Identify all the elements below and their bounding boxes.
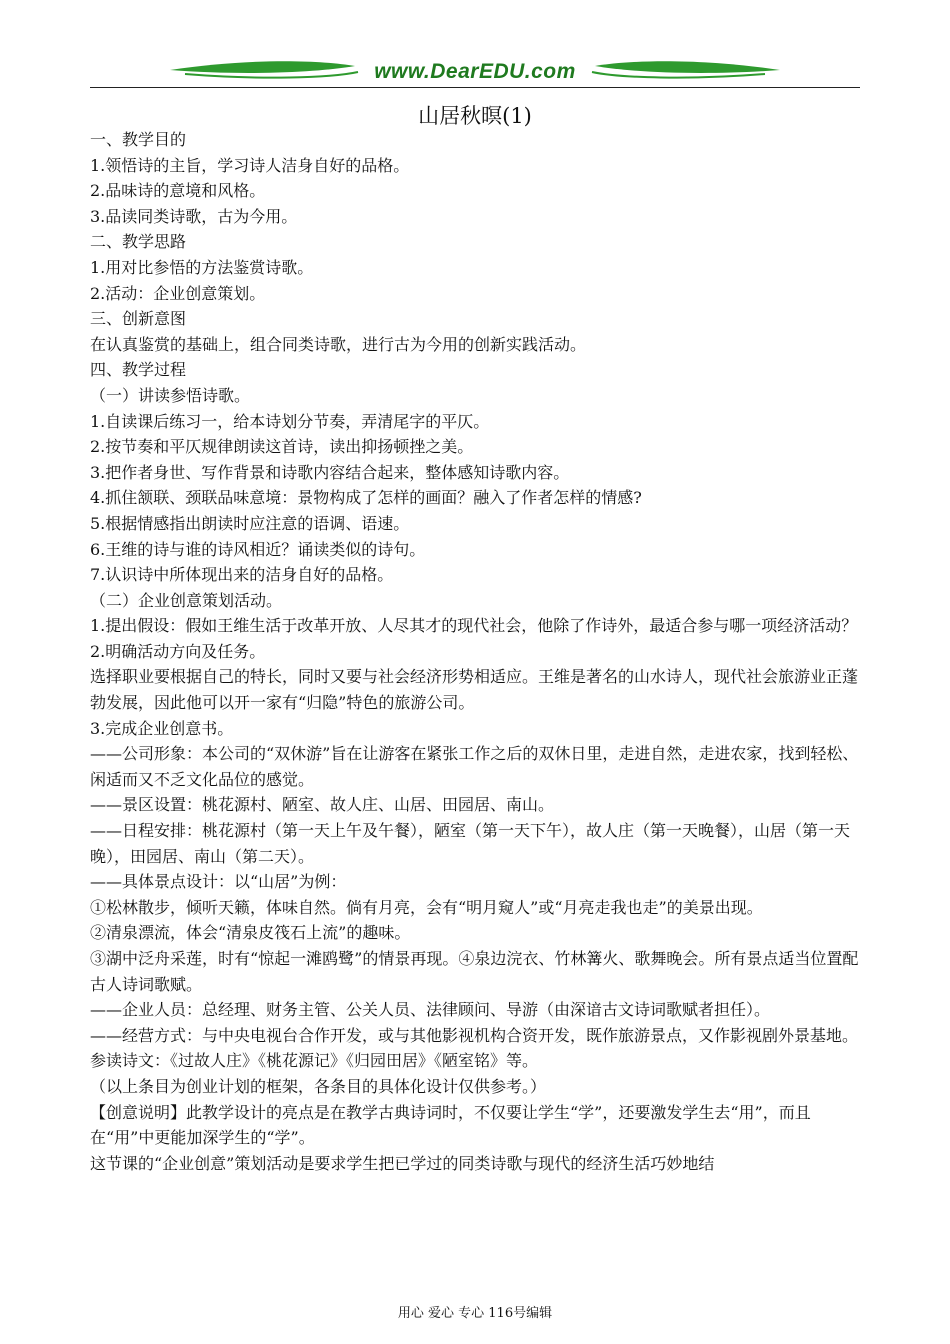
page-footer: 用心 爱心 专心 116号编辑	[397, 1306, 553, 1321]
site-header-banner	[90, 52, 860, 92]
paragraph: ②清泉漂流，体会“清泉皮筏石上流”的趣味。	[90, 923, 411, 943]
paragraph: ③湖中泛舟采莲，时有“惊起一滩鸥鹭”的情景再现。④泉边浣衣、竹林篝火、歌舞晚会。所有景点适当位置配古人诗词歌赋。	[90, 949, 859, 994]
paragraph: ——景区设置：桃花源村、陋室、故人庄、山居、田园居、南山。	[90, 795, 555, 815]
paragraph: 3.把作者身世、写作背景和诗歌内容结合起来，整体感知诗歌内容。	[90, 462, 570, 482]
paragraph: 3.完成企业创意书。	[90, 718, 234, 738]
paragraph: 二、教学思路	[90, 232, 187, 252]
paragraph: 4.抓住颔联、颈联品味意境：景物构成了怎样的画面？融入了作者怎样的情感?	[90, 488, 642, 508]
paragraph: 在认真鉴赏的基础上，组合同类诗歌，进行古为今用的创新实践活动。	[90, 334, 587, 354]
paragraph: 1.用对比参悟的方法鉴赏诗歌。	[90, 257, 314, 277]
paragraph: （以上条目为创业计划的框架，各条目的具体化设计仅供参考。）	[90, 1076, 547, 1096]
paragraph: 选择职业要根据自己的特长，同时又要与社会经济形势相适应。王维是著名的山水诗人，现代社会旅游业正蓬勃发展，因此他可以开一家有“归隐”特色的旅游公司。	[90, 667, 859, 713]
paragraph: ——具体景点设计：以“山居”为例：	[90, 872, 347, 892]
paragraph: （二）企业创意策划活动。	[90, 590, 283, 610]
page-title: 山居秋暝(1)	[418, 104, 532, 128]
paragraph: ——公司形象：本公司的“双休游”旨在让游客在紧张工作之后的双休日里，走进自然，走进农家，找到轻松、闲适而又不乏文化品位的感觉。	[90, 744, 859, 789]
paragraph: 1.提出假设：假如王维生活于改革开放、人尽其才的现代社会，他除了作诗外，最适合参与哪一项经济活动？ 2.明确活动方向及任务。	[90, 616, 858, 661]
document-body	[90, 127, 862, 1176]
paragraph: 2.活动：企业创意策划。	[90, 283, 266, 303]
paragraph: 5.根据情感指出朗读时应注意的语调、语速。	[90, 513, 410, 533]
paragraph: 3.品读同类诗歌，古为今用。	[90, 206, 298, 226]
paragraph: ——经营方式：与中央电视台合作开发，或与其他影视机构合资开发，既作旅游景点，又作影视剧外景基地。	[90, 1025, 859, 1045]
paragraph: 四、教学过程	[90, 360, 187, 380]
paragraph: 2.按节奏和平仄规律朗读这首诗，读出抑扬顿挫之美。	[90, 437, 474, 457]
paragraph: 1.领悟诗的主旨，学习诗人洁身自好的品格。	[90, 155, 410, 175]
paragraph: 参读诗文：《过故人庄》《桃花源记》《归园田居》《陋室铭》等。	[90, 1051, 539, 1071]
paragraph: 一、教学目的	[90, 130, 187, 149]
site-logo-text: www.DearEDU.com	[374, 60, 576, 83]
paragraph: 【创意说明】此教学设计的亮点是在教学古典诗词时，不仅要让学生“学”，还要激发学生去“用”，而且在“用”中更能加深学生的“学”。	[90, 1102, 811, 1148]
paragraph: 7.认识诗中所体现出来的洁身自好的品格。	[90, 565, 394, 585]
paragraph: ——企业人员：总经理、财务主管、公关人员、法律顾问、导游（由深谙古文诗词歌赋者担任）。	[90, 1000, 771, 1020]
paragraph: 1.自读课后练习一，给本诗划分节奏，弄清尾字的平仄。	[90, 411, 490, 431]
paragraph: 6.王维的诗与谁的诗风相近？诵读类似的诗句。	[90, 539, 426, 559]
paragraph: 这节课的“企业创意”策划活动是要求学生把已学过的同类诗歌与现代的经济生活巧妙地结	[90, 1153, 715, 1173]
header-divider	[90, 87, 860, 88]
paragraph: （一）讲读参悟诗歌。	[90, 385, 251, 405]
paragraph: 三、创新意图	[90, 309, 187, 329]
paragraph: 2.品味诗的意境和风格。	[90, 181, 266, 201]
paragraph: ——日程安排：桃花源村（第一天上午及午餐），陋室（第一天下午），故人庄（第一天晚餐），山居（第一天晚），田园居、南山（第二天）。	[90, 821, 851, 866]
paragraph: ①松林散步，倾听天籁，体味自然。倘有月亮，会有“明月窥人”或“月亮走我也走”的美景出现。	[90, 897, 763, 917]
